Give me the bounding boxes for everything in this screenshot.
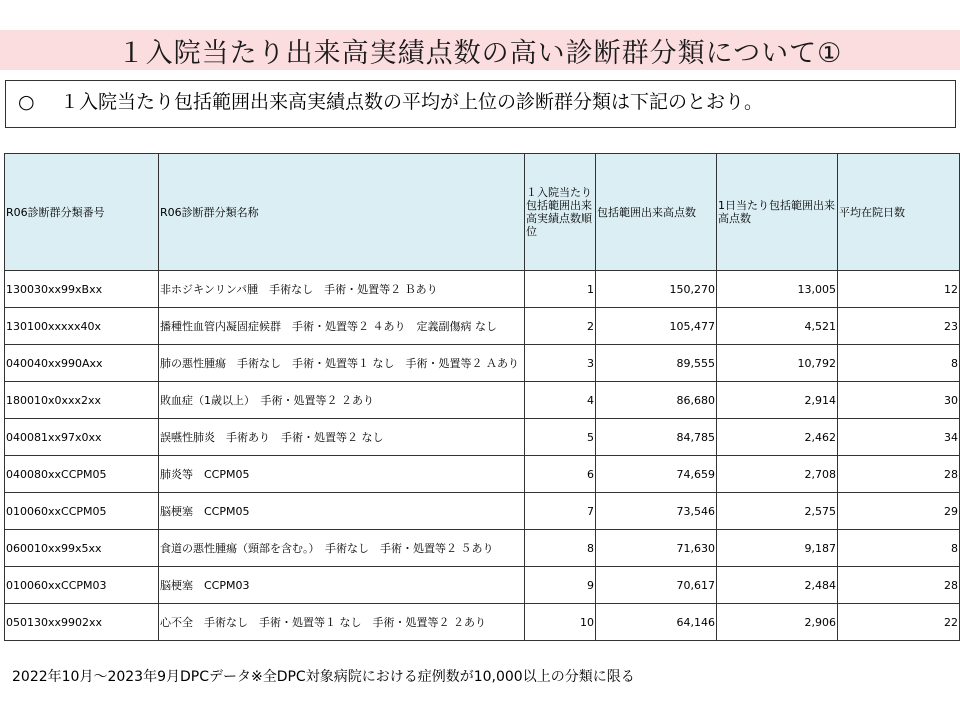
cell-name: 肺炎等 CCPM05: [159, 456, 525, 493]
cell-name: 脳梗塞 CCPM05: [159, 493, 525, 530]
cell-rank: 5: [525, 419, 596, 456]
table-row: [5, 271, 960, 308]
cell-rank: 8: [525, 530, 596, 567]
cell-daily-points: 2,462: [717, 419, 838, 456]
header-daily-points: 1日当たり包括範囲出来高点数: [717, 154, 838, 271]
bullet-icon: ○: [18, 91, 35, 113]
cell-name: 食道の悪性腫瘍（頸部を含む。） 手術なし 手術・処置等２ ５あり: [159, 530, 525, 567]
cell-daily-points: 13,005: [717, 271, 838, 308]
cell-daily-points: 4,521: [717, 308, 838, 345]
cell-points: 84,785: [596, 419, 717, 456]
cell-daily-points: 10,792: [717, 345, 838, 382]
table-row: [5, 604, 960, 641]
footer-note: 2022年10月～2023年9月DPCデータ※全DPC対象病院における症例数が10,000以上の分類に限る: [12, 669, 635, 685]
cell-avg-stay: 8: [838, 530, 960, 567]
table-row: [5, 419, 960, 456]
cell-daily-points: 2,708: [717, 456, 838, 493]
cell-name: 誤嚥性肺炎 手術あり 手術・処置等２ なし: [159, 419, 525, 456]
cell-name: 敗血症（1歳以上） 手術・処置等２ ２あり: [159, 382, 525, 419]
cell-rank: 4: [525, 382, 596, 419]
cell-daily-points: 2,484: [717, 567, 838, 604]
cell-code: 040080xxCCPM05: [5, 456, 159, 493]
header-avg-stay: 平均在院日数: [838, 154, 960, 271]
cell-name: 心不全 手術なし 手術・処置等１ なし 手術・処置等２ ２あり: [159, 604, 525, 641]
cell-points: 89,555: [596, 345, 717, 382]
cell-code: 180010x0xxx2xx: [5, 382, 159, 419]
table-row: [5, 382, 960, 419]
cell-name: 脳梗塞 CCPM03: [159, 567, 525, 604]
header-name: R06診断群分類名称: [159, 154, 525, 271]
table-row: [5, 530, 960, 567]
cell-name: 非ホジキンリンパ腫 手術なし 手術・処置等２ Ｂあり: [159, 271, 525, 308]
cell-points: 86,680: [596, 382, 717, 419]
cell-rank: 10: [525, 604, 596, 641]
cell-avg-stay: 8: [838, 345, 960, 382]
cell-avg-stay: 34: [838, 419, 960, 456]
cell-avg-stay: 28: [838, 456, 960, 493]
header-code: R06診断群分類番号: [5, 154, 159, 271]
cell-daily-points: 2,575: [717, 493, 838, 530]
cell-name: 播種性血管内凝固症候群 手術・処置等２ ４あり 定義副傷病 なし: [159, 308, 525, 345]
cell-avg-stay: 28: [838, 567, 960, 604]
title-band: [0, 30, 960, 70]
cell-avg-stay: 30: [838, 382, 960, 419]
cell-rank: 2: [525, 308, 596, 345]
header-points: 包括範囲出来高点数: [596, 154, 717, 271]
cell-points: 73,546: [596, 493, 717, 530]
table-row: [5, 345, 960, 382]
cell-rank: 1: [525, 271, 596, 308]
dpc-table: [4, 153, 960, 641]
cell-avg-stay: 22: [838, 604, 960, 641]
note-box: [5, 80, 956, 128]
cell-points: 74,659: [596, 456, 717, 493]
cell-code: 010060xxCCPM03: [5, 567, 159, 604]
cell-code: 060010xx99x5xx: [5, 530, 159, 567]
cell-daily-points: 9,187: [717, 530, 838, 567]
cell-rank: 9: [525, 567, 596, 604]
cell-points: 64,146: [596, 604, 717, 641]
table-row: [5, 308, 960, 345]
cell-daily-points: 2,914: [717, 382, 838, 419]
cell-rank: 6: [525, 456, 596, 493]
table-row: [5, 567, 960, 604]
cell-rank: 7: [525, 493, 596, 530]
cell-points: 71,630: [596, 530, 717, 567]
cell-points: 70,617: [596, 567, 717, 604]
cell-rank: 3: [525, 345, 596, 382]
table-row: [5, 456, 960, 493]
cell-points: 105,477: [596, 308, 717, 345]
cell-avg-stay: 29: [838, 493, 960, 530]
note-text: １入院当たり包括範囲出来高実績点数の平均が上位の診断群分類は下記のとおり。: [60, 91, 764, 113]
page-title: １入院当たり出来高実績点数の高い診断群分類について①: [117, 37, 843, 69]
header-rank: １入院当たり包括範囲出来高実績点数順位: [525, 154, 596, 271]
cell-avg-stay: 23: [838, 308, 960, 345]
table-row: [5, 493, 960, 530]
cell-points: 150,270: [596, 271, 717, 308]
table-header-row: [5, 154, 960, 271]
cell-daily-points: 2,906: [717, 604, 838, 641]
cell-avg-stay: 12: [838, 271, 960, 308]
cell-code: 050130xx9902xx: [5, 604, 159, 641]
cell-code: 040040xx990Axx: [5, 345, 159, 382]
cell-name: 肺の悪性腫瘍 手術なし 手術・処置等１ なし 手術・処置等２ Ａあり: [159, 345, 525, 382]
cell-code: 130100xxxxx40x: [5, 308, 159, 345]
cell-code: 040081xx97x0xx: [5, 419, 159, 456]
cell-code: 130030xx99xBxx: [5, 271, 159, 308]
cell-code: 010060xxCCPM05: [5, 493, 159, 530]
